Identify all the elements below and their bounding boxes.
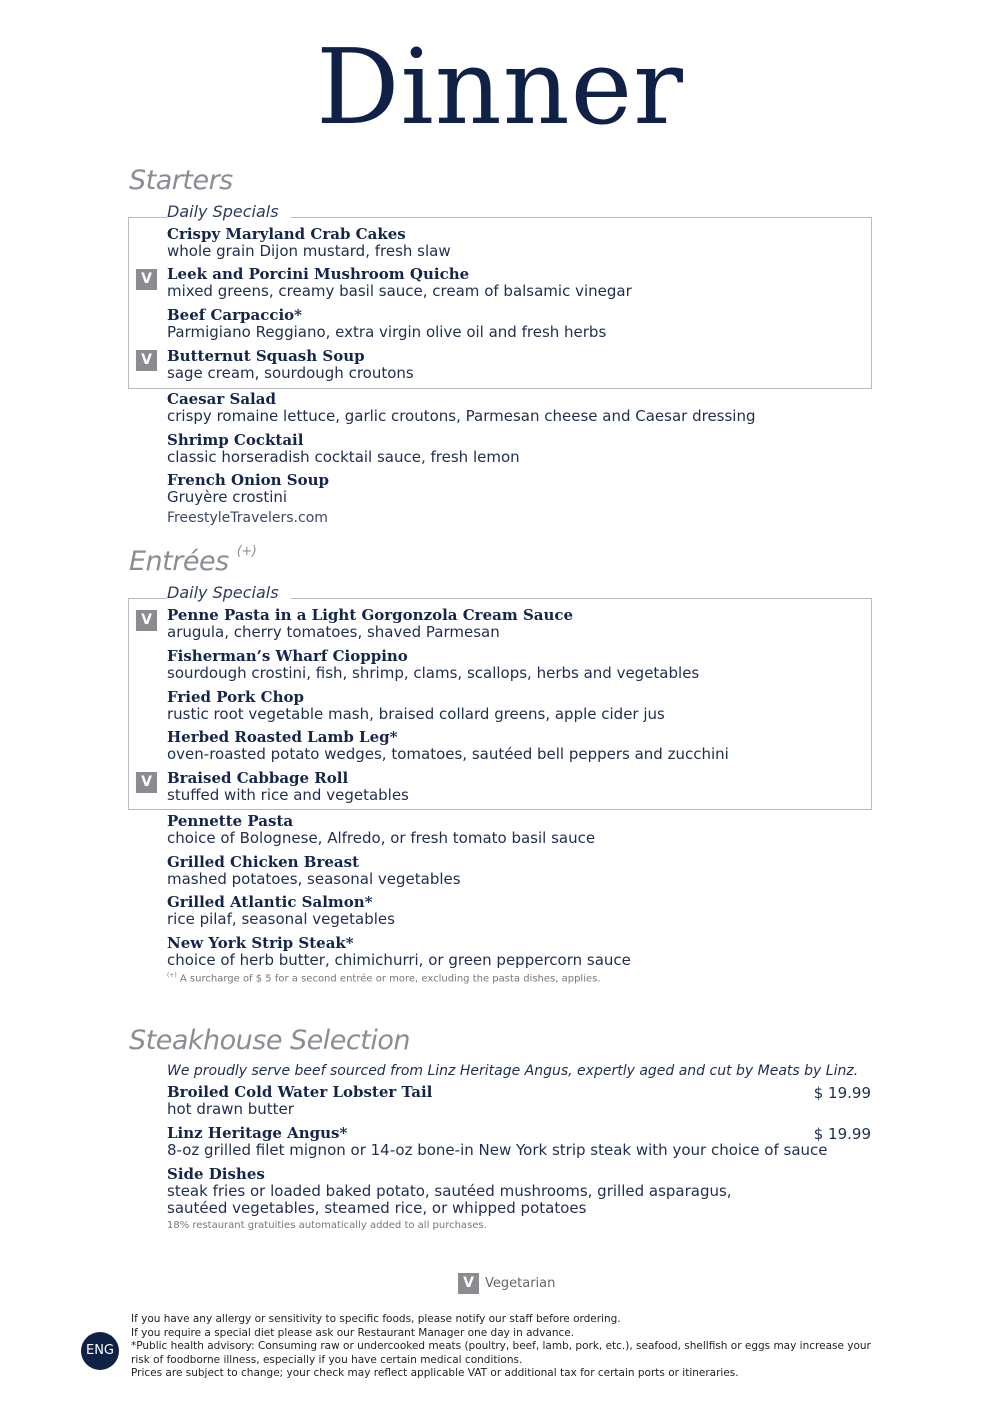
language-badge[interactable]: ENG	[81, 1332, 119, 1370]
menu-item	[167, 648, 699, 682]
menu-title: Dinner	[316, 26, 684, 148]
item-description: choice of herb butter, chimichurri, or green peppercorn sauce	[167, 951, 631, 969]
menu-item	[167, 1084, 432, 1118]
watermark-text: FreestyleTravelers.com	[167, 510, 328, 526]
menu-item	[167, 226, 451, 260]
item-name: Grilled Chicken Breast	[167, 853, 360, 871]
item-description: oven-roasted potato wedges, tomatoes, sautéed bell peppers and zucchini	[167, 745, 729, 763]
legend-label: Vegetarian	[485, 1276, 556, 1291]
footer-line: Prices are subject to change; your check may reflect applicable VAT or additional tax for certain ports or itineraries.	[131, 1367, 739, 1379]
item-name: Pennette Pasta	[167, 812, 294, 830]
footer-line: If you require a special diet please ask our Restaurant Manager one day in advance.	[131, 1326, 575, 1339]
menu-item	[167, 689, 665, 723]
item-description: hot drawn butter	[167, 1100, 294, 1118]
item-name: Penne Pasta in a Light Gorgonzola Cream Sauce	[167, 606, 574, 624]
menu-item	[167, 607, 573, 641]
item-description: 8-oz grilled filet mignon or 14-oz bone-in New York strip steak with your choice of sauce	[167, 1141, 828, 1159]
starters-heading: Starters	[129, 165, 233, 196]
steakhouse-intro: We proudly serve beef sourced from Linz Heritage Angus, expertly aged and cut by Meats by Linz.	[167, 1063, 859, 1079]
item-name: Caesar Salad	[167, 390, 276, 408]
entrees-specials-label: Daily Specials	[167, 583, 291, 602]
menu-item	[167, 1166, 732, 1217]
item-description: sage cream, sourdough croutons	[167, 364, 414, 382]
vegetarian-icon: V	[136, 772, 157, 793]
item-description: rustic root vegetable mash, braised collard greens, apple cider jus	[167, 705, 665, 723]
footer-line: If you have any allergy or sensitivity to specific foods, please notify our staff before ordering.	[131, 1313, 621, 1325]
item-description: mashed potatoes, seasonal vegetables	[167, 870, 461, 888]
item-description: crispy romaine lettuce, garlic croutons, Parmesan cheese and Caesar dressing	[167, 407, 756, 425]
menu-item	[167, 348, 414, 382]
surcharge-note-text: A surcharge of $ 5 for a second entrée or more, excluding the pasta dishes, applies.	[179, 973, 601, 985]
item-description: whole grain Dijon mustard, fresh slaw	[167, 242, 451, 260]
item-name: Linz Heritage Angus*	[167, 1124, 348, 1142]
steakhouse-heading: Steakhouse Selection	[129, 1025, 410, 1056]
item-name: Shrimp Cocktail	[167, 431, 304, 449]
vegetarian-icon: V	[136, 610, 157, 631]
item-description: Parmigiano Reggiano, extra virgin olive oil and fresh herbs	[167, 323, 607, 341]
item-description: Gruyère crostini	[167, 488, 288, 506]
item-name: New York Strip Steak*	[167, 934, 354, 952]
item-description: steak fries or loaded baked potato, sautéed mushrooms, grilled asparagus,	[167, 1182, 732, 1200]
menu-item	[167, 894, 395, 928]
item-description: stuffed with rice and vegetables	[167, 786, 409, 804]
menu-item	[167, 307, 606, 341]
surcharge-mark: (+)	[236, 544, 257, 559]
item-name: Leek and Porcini Mushroom Quiche	[167, 265, 470, 283]
vegetarian-icon: V	[136, 350, 157, 371]
menu-item	[167, 854, 461, 888]
item-description: choice of Bolognese, Alfredo, or fresh tomato basil sauce	[167, 829, 596, 847]
item-name: French Onion Soup	[167, 471, 330, 489]
menu-item	[167, 770, 409, 804]
item-name: Butternut Squash Soup	[167, 347, 365, 365]
item-name: Braised Cabbage Roll	[167, 769, 349, 787]
vegetarian-legend	[458, 1273, 555, 1294]
menu-item	[167, 813, 595, 847]
item-name: Fisherman’s Wharf Cioppino	[167, 647, 408, 665]
entrees-heading	[129, 546, 256, 577]
menu-item	[167, 266, 632, 300]
footer-line: *Public health advisory: Consuming raw or undercooked meats (poultry, beef, lamb, pork, etc.), seafood, shellfish or eggs may increase your risk of foodborne illness, especially if you have certain medical conditions.	[131, 1340, 871, 1366]
item-name: Beef Carpaccio*	[167, 306, 303, 324]
gratuity-note: 18% restaurant gratuities automatically added to all purchases.	[167, 1220, 487, 1231]
menu-item	[167, 1125, 828, 1159]
menu-item	[167, 935, 631, 969]
starters-specials-label: Daily Specials	[167, 202, 291, 221]
item-description-line2: sautéed vegetables, steamed rice, or whipped potatoes	[167, 1199, 587, 1217]
surcharge-note-mark: (+)	[167, 972, 177, 979]
item-price: $ 19.99	[813, 1084, 871, 1102]
menu-item	[167, 391, 756, 425]
menu-item	[167, 729, 729, 763]
item-name: Crispy Maryland Crab Cakes	[167, 225, 406, 243]
surcharge-note	[167, 972, 601, 984]
item-description: arugula, cherry tomatoes, shaved Parmesan	[167, 623, 500, 641]
item-description: mixed greens, creamy basil sauce, cream of balsamic vinegar	[167, 282, 632, 300]
item-name: Herbed Roasted Lamb Leg*	[167, 728, 398, 746]
menu-item	[167, 432, 520, 466]
item-description: classic horseradish cocktail sauce, fresh lemon	[167, 448, 520, 466]
item-name: Broiled Cold Water Lobster Tail	[167, 1083, 433, 1101]
vegetarian-icon: V	[136, 269, 157, 290]
footer-notes	[131, 1313, 876, 1381]
item-name: Grilled Atlantic Salmon*	[167, 893, 373, 911]
entrees-heading-text: Entrées	[129, 546, 229, 577]
item-price: $ 19.99	[813, 1125, 871, 1143]
item-description: rice pilaf, seasonal vegetables	[167, 910, 395, 928]
item-name: Side Dishes	[167, 1165, 265, 1183]
vegetarian-icon: V	[458, 1273, 479, 1294]
menu-item	[167, 472, 329, 506]
item-name: Fried Pork Chop	[167, 688, 304, 706]
item-description: sourdough crostini, fish, shrimp, clams, scallops, herbs and vegetables	[167, 664, 700, 682]
